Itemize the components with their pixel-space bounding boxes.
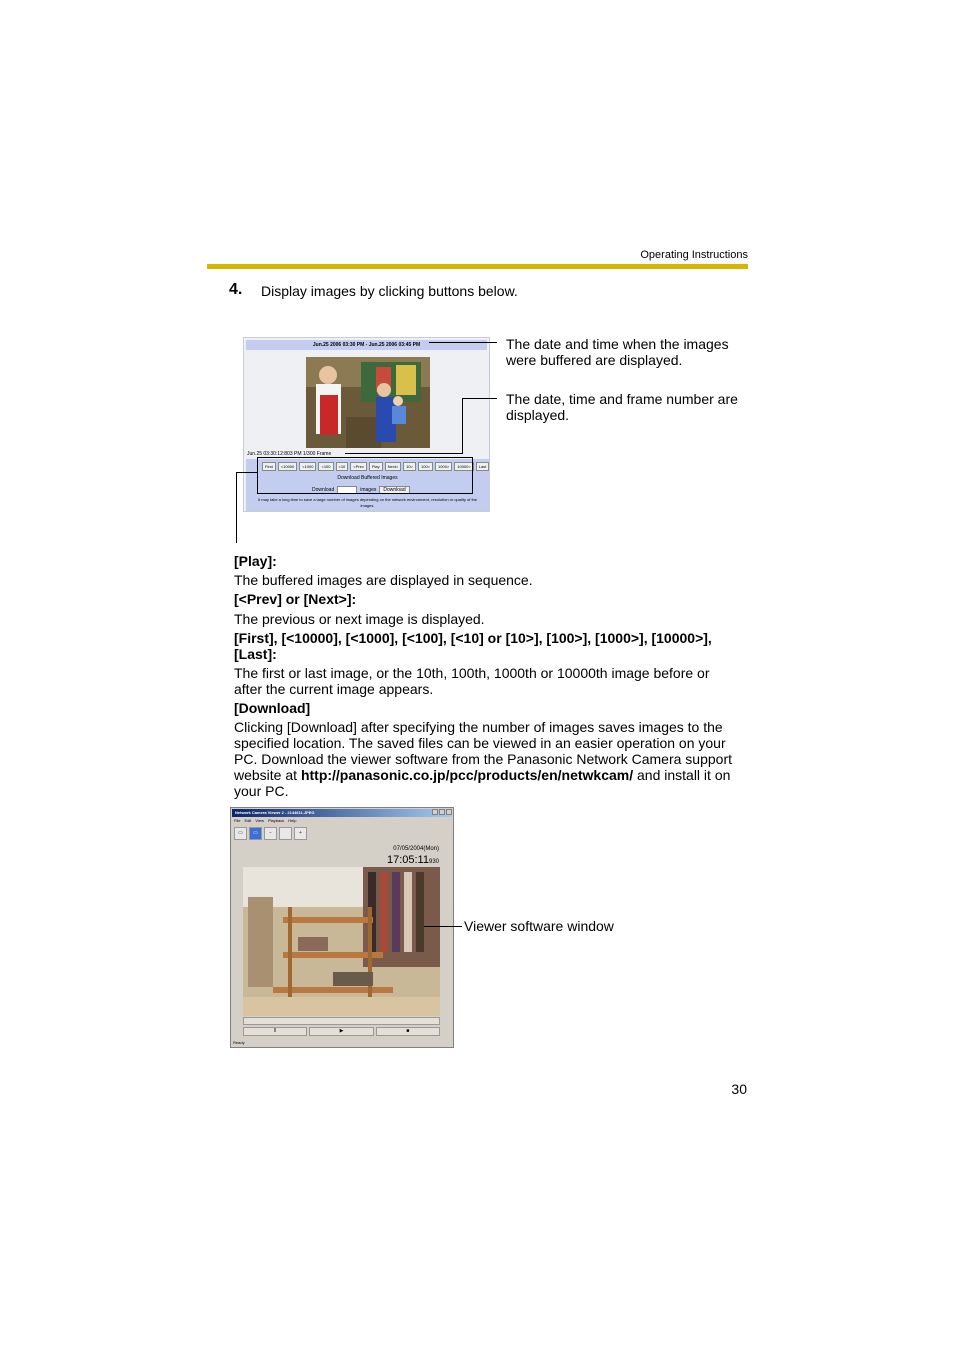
- download-label: Download: [312, 487, 335, 493]
- range-callout-line: [429, 342, 497, 343]
- viewer-photo: [243, 867, 440, 1016]
- play-icon[interactable]: ▶: [309, 1027, 373, 1036]
- forward-1000-button[interactable]: 1000>: [435, 462, 452, 471]
- window-controls: [432, 809, 452, 815]
- zoom-in-icon[interactable]: +: [294, 827, 307, 840]
- viewer-time-hms: 17:05:11: [386, 854, 429, 866]
- frame-callout-line-v: [462, 398, 463, 454]
- header-label: Operating Instructions: [640, 249, 748, 261]
- prevnext-heading: [<Prev] or [Next>]:: [234, 591, 357, 607]
- frame-callout-line-b: [345, 453, 463, 454]
- camera-photo: [306, 357, 430, 448]
- menu-file[interactable]: File: [234, 818, 241, 823]
- buttons-callout-line-v: [236, 472, 237, 543]
- prev-button[interactable]: <Prev: [350, 462, 367, 471]
- viewer-status: Ready: [233, 1040, 245, 1045]
- menu-view[interactable]: View: [255, 818, 264, 823]
- frame-callout-line-h: [462, 398, 497, 399]
- viewer-play-controls: [243, 1027, 440, 1036]
- back-10-button[interactable]: <10: [336, 462, 349, 471]
- minimize-icon[interactable]: [432, 809, 438, 815]
- maximize-icon[interactable]: [439, 809, 445, 815]
- stop-icon[interactable]: ■: [376, 1027, 440, 1036]
- next-button[interactable]: Next>: [385, 462, 402, 471]
- frame-callout: The date, time and frame number are displayed.: [506, 391, 738, 423]
- download-text-1: Clicking [Download] after specifying the number of images saves images to the specified location. The saved files can be viewed in an easier operation on your PC. Download the viewer software from the Panasonic Network Camera support website at: [234, 719, 732, 783]
- viewer-callout: Viewer software window: [464, 918, 614, 934]
- frame-info: Jun.25 03:30:12:803 PM 1/300 Frame: [247, 451, 332, 457]
- download-heading: [Download]: [234, 700, 311, 716]
- play-heading: [Play]:: [234, 553, 277, 569]
- buttons-callout-line-h: [236, 472, 258, 473]
- play-button[interactable]: Play: [369, 462, 383, 471]
- download-note: It may take a long time to save a large number of images depending on the network environment, resolution or quality of the images.: [257, 497, 477, 508]
- menu-playback[interactable]: Playback: [267, 818, 285, 823]
- viewer-scrollbar[interactable]: [243, 1017, 440, 1025]
- back-10000-button[interactable]: <10000: [278, 462, 297, 471]
- prevnext-description: The previous or next image is displayed.: [234, 611, 485, 627]
- jump-heading: [First], [<10000], [<1000], [<100], [<10] or [10>], [100>], [1000>], [10000>], [Last]:: [234, 630, 712, 662]
- viewer-toolbar: [234, 827, 307, 840]
- forward-10000-button[interactable]: 10000>: [454, 462, 473, 471]
- forward-10-button[interactable]: 10>: [403, 462, 416, 471]
- viewer-window-screenshot: [230, 807, 454, 1048]
- back-1000-button[interactable]: <1000: [299, 462, 316, 471]
- viewer-time: [387, 854, 439, 866]
- play-description: The buffered images are displayed in sequence.: [234, 572, 533, 588]
- back-100-button[interactable]: <100: [318, 462, 333, 471]
- header-rule: [207, 264, 748, 269]
- pause-icon[interactable]: ‖: [243, 1027, 307, 1036]
- pcc-icon[interactable]: [279, 827, 292, 840]
- menu-help[interactable]: Help: [288, 818, 297, 823]
- download-text-2: and install it on your PC.: [234, 767, 731, 799]
- step-text: Display images by clicking buttons below.: [261, 283, 518, 299]
- viewer-menu-bar: [234, 818, 296, 823]
- viewer-time-ms: 930: [428, 859, 439, 865]
- viewer-callout-line: [424, 926, 462, 927]
- images-label: images: [360, 487, 377, 493]
- viewer-date: 07/05/2004(Mon): [393, 846, 439, 852]
- support-url[interactable]: http://panasonic.co.jp/pcc/products/en/netwkcam/: [300, 767, 634, 783]
- download-title: Download Buffered Images: [337, 475, 398, 481]
- viewer-title-bar: Network Camera Viewer 2 - 2144611.JPEG: [232, 809, 452, 817]
- step-number: 4.: [229, 281, 243, 298]
- page-number: 30: [731, 1081, 747, 1097]
- buffer-range: Jun.25 2006 03:30 PM - Jun.25 2006 03:45 PM: [246, 340, 487, 350]
- forward-100-button[interactable]: 100>: [418, 462, 433, 471]
- download-button[interactable]: Download: [379, 486, 409, 494]
- menu-edit[interactable]: Edit: [244, 818, 252, 823]
- close-icon[interactable]: [446, 809, 452, 815]
- zoom-out-icon[interactable]: −: [264, 827, 277, 840]
- first-button[interactable]: First: [262, 462, 276, 471]
- buttons-highlight-box: [257, 457, 473, 494]
- range-callout: The date and time when the images were buffered are displayed.: [506, 336, 729, 368]
- last-button[interactable]: Last: [476, 462, 490, 471]
- fit-window-icon[interactable]: ▭: [234, 827, 247, 840]
- actual-size-icon[interactable]: ▭: [249, 827, 262, 840]
- download-description: [234, 719, 739, 799]
- jump-description: The first or last image, or the 10th, 100th, 1000th or 10000th image before or after the current image appears.: [234, 665, 710, 697]
